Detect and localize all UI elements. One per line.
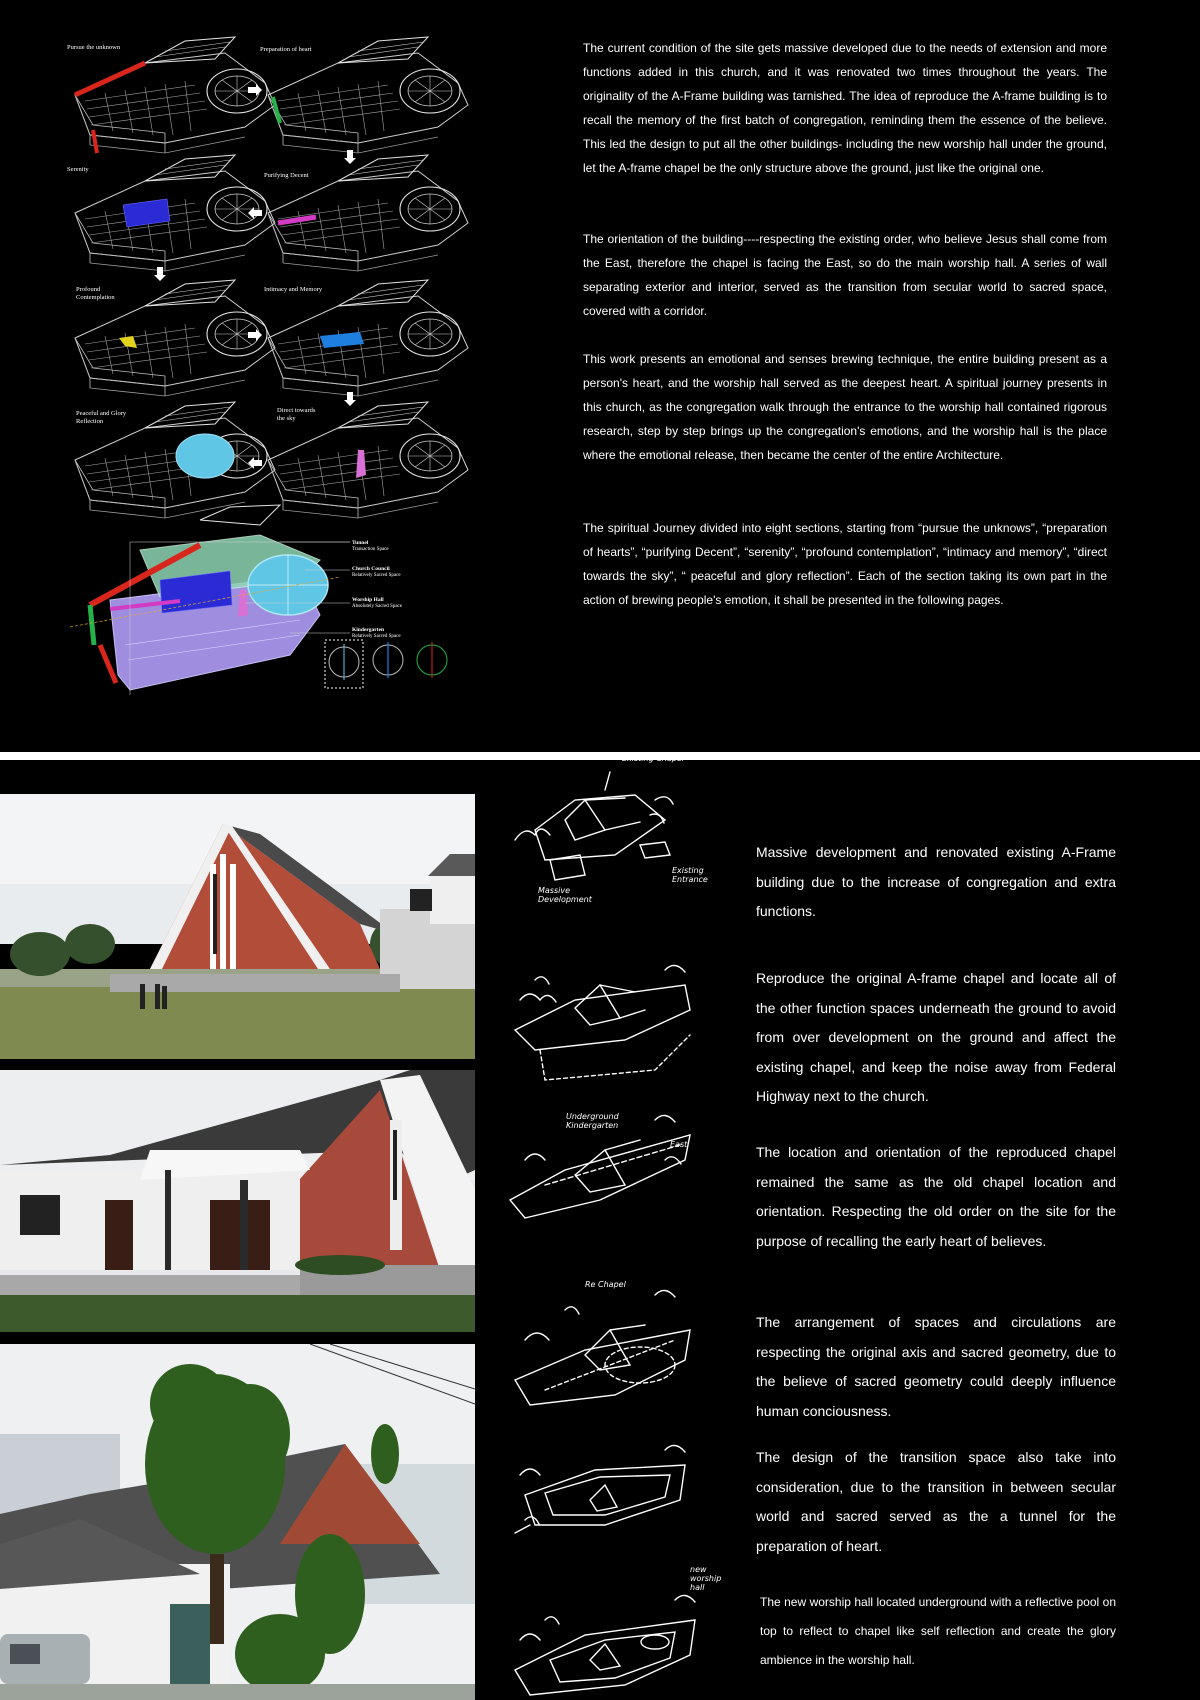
legend-worship-hall: Worship Hall Absolutely Sacred Space [352, 597, 402, 609]
intro-paragraph-1: The current condition of the site gets massive developed due to the needs of extension and more functions added in this church, and it was renovated two times throughout the years. The originality of the A-Frame building was tarnished. The idea of reproduce the A-frame building is to recall the memory of the first batch of congregation, reminding them the essence of the believe. This led the design to put all the other buildings- including the new worship hall under the ground, let the A-frame chapel be the only structure above the ground, just like the original one. [583, 41, 1107, 175]
spiritual-journey-diagram [0, 0, 560, 700]
label-purifying-decent: Purifying Decent [264, 172, 309, 179]
diagram-stage-2 [268, 37, 468, 153]
sketch-transition-tunnel [515, 1445, 685, 1533]
sketch-caption-existing-chapel: Existing Chapel [622, 754, 685, 763]
design-paragraph-3: The location and orientation of the reproduced chapel remained the same as the old chapel location and orientation. Respecting the old order on the site for the purpose of recalling the early heart of believes. [756, 1144, 1116, 1249]
design-paragraph-1: Massive development and renovated existing A-Frame building due to the increase of congregation and extra functions. [756, 844, 1116, 919]
legend-tunnel: Tunnel Transaction Space [352, 540, 389, 552]
sketch-underground-reproduction [515, 965, 690, 1080]
label-pursue-the-unknown: Pursue the unknown [67, 44, 121, 51]
sketch-reflective-pool [515, 1595, 695, 1695]
sketch-orientation [510, 1115, 690, 1218]
sketch-caption-massive-development: Massive Development [538, 886, 592, 904]
design-paragraph-2: Reproduce the original A-frame chapel and locate all of the other function spaces underneath the ground to avoid from over development on the ground and affect the existing chapel, and keep the noise away from Federal Highway next to the church. [756, 970, 1116, 1104]
intro-paragraph-4: The spiritual Journey divided into eight sections, starting from “pursue the unknows”, “preparation of hearts”, “purifying Decent”, “serenity”, “profound contemplation”, “intimacy and memory”, “direct towards the sky”, “ peaceful and glory reflection”. Each of the section taking its own part in the action of brewing people's emotion, it shall be presented in the following pages. [583, 521, 1107, 607]
sketch-caption-new-worship-hall: new worship hall [690, 1565, 722, 1592]
diagram-stage-3 [75, 155, 275, 271]
section-divider [0, 752, 1200, 760]
sketch-caption-east: East [670, 1140, 688, 1149]
label-peaceful-and-glory-reflection: Peaceful and Glory Reflection [76, 410, 127, 425]
design-paragraph-4: The arrangement of spaces and circulations are respecting the original axis and sacred geometry, due to the believe of sacred geometry could deeply influence human conciousness. [756, 1314, 1116, 1419]
label-preparation-of-heart: Preparation of heart [260, 46, 312, 53]
intro-paragraph-2: The orientation of the building----respecting the existing order, who believe Jesus shall come from the East, therefore the chapel is facing the East, so do the main worship hall. A series of wall separating exterior and interior, served as the transition from secular world to sacred space, covered with a corridor. [583, 232, 1107, 318]
diagram-stage-6 [268, 280, 468, 396]
design-paragraph-6: The new worship hall located underground with a reflective pool on top to reflect to chapel like self reflection and create the glory ambience in the worship hall. [760, 1595, 1116, 1667]
top-panel [0, 0, 1200, 752]
photo-existing-chapel-front [0, 794, 475, 1059]
legend-church-council: Church Council Relatively Sacred Space [352, 566, 401, 578]
photo-chapel-with-trees [0, 1344, 475, 1700]
design-paragraph-5: The design of the transition space also take into consideration, due to the transition in between secular world and sacred served as the a tunnel for the preparation of heart. [756, 1449, 1116, 1554]
label-intimacy-and-memory: Intimacy and Memory [264, 286, 323, 293]
legend-kindergarten: Kindergarten Relatively Sacred Space [352, 627, 401, 639]
photo-chapel-side-entrance [0, 1070, 475, 1332]
sketch-caption-re-chapel: Re Chapel [585, 1280, 626, 1289]
label-direct-towards-the-sky: Direct towards the sky [277, 407, 316, 422]
sketch-existing-chapel [515, 772, 673, 880]
diagram-stage-1 [75, 37, 275, 153]
label-serenity: Serenity [67, 166, 89, 173]
label-profound-contemplation: Profound Contemplation [76, 286, 115, 301]
orientation-glyphs [325, 640, 447, 688]
sketch-axis-geometry [515, 1290, 690, 1405]
sketch-caption-underground: Underground Kindergarten [566, 1112, 619, 1130]
intro-paragraph-3: This work presents an emotional and senses brewing technique, the entire building present as a person's heart, and the worship hall served as the deepest heart. A spiritual journey presents in this church, as the congregation walk through the entrance to the worship hall contained rigorous research, step by step brings up the congregation's emotions, and the worship hall is the place where the emotional release, then became the center of the entire Architecture. [583, 352, 1107, 462]
sketch-caption-existing-entrance: Existing Entrance [672, 866, 708, 884]
bottom-panel [0, 754, 1200, 1700]
composite-diagram [70, 505, 350, 695]
